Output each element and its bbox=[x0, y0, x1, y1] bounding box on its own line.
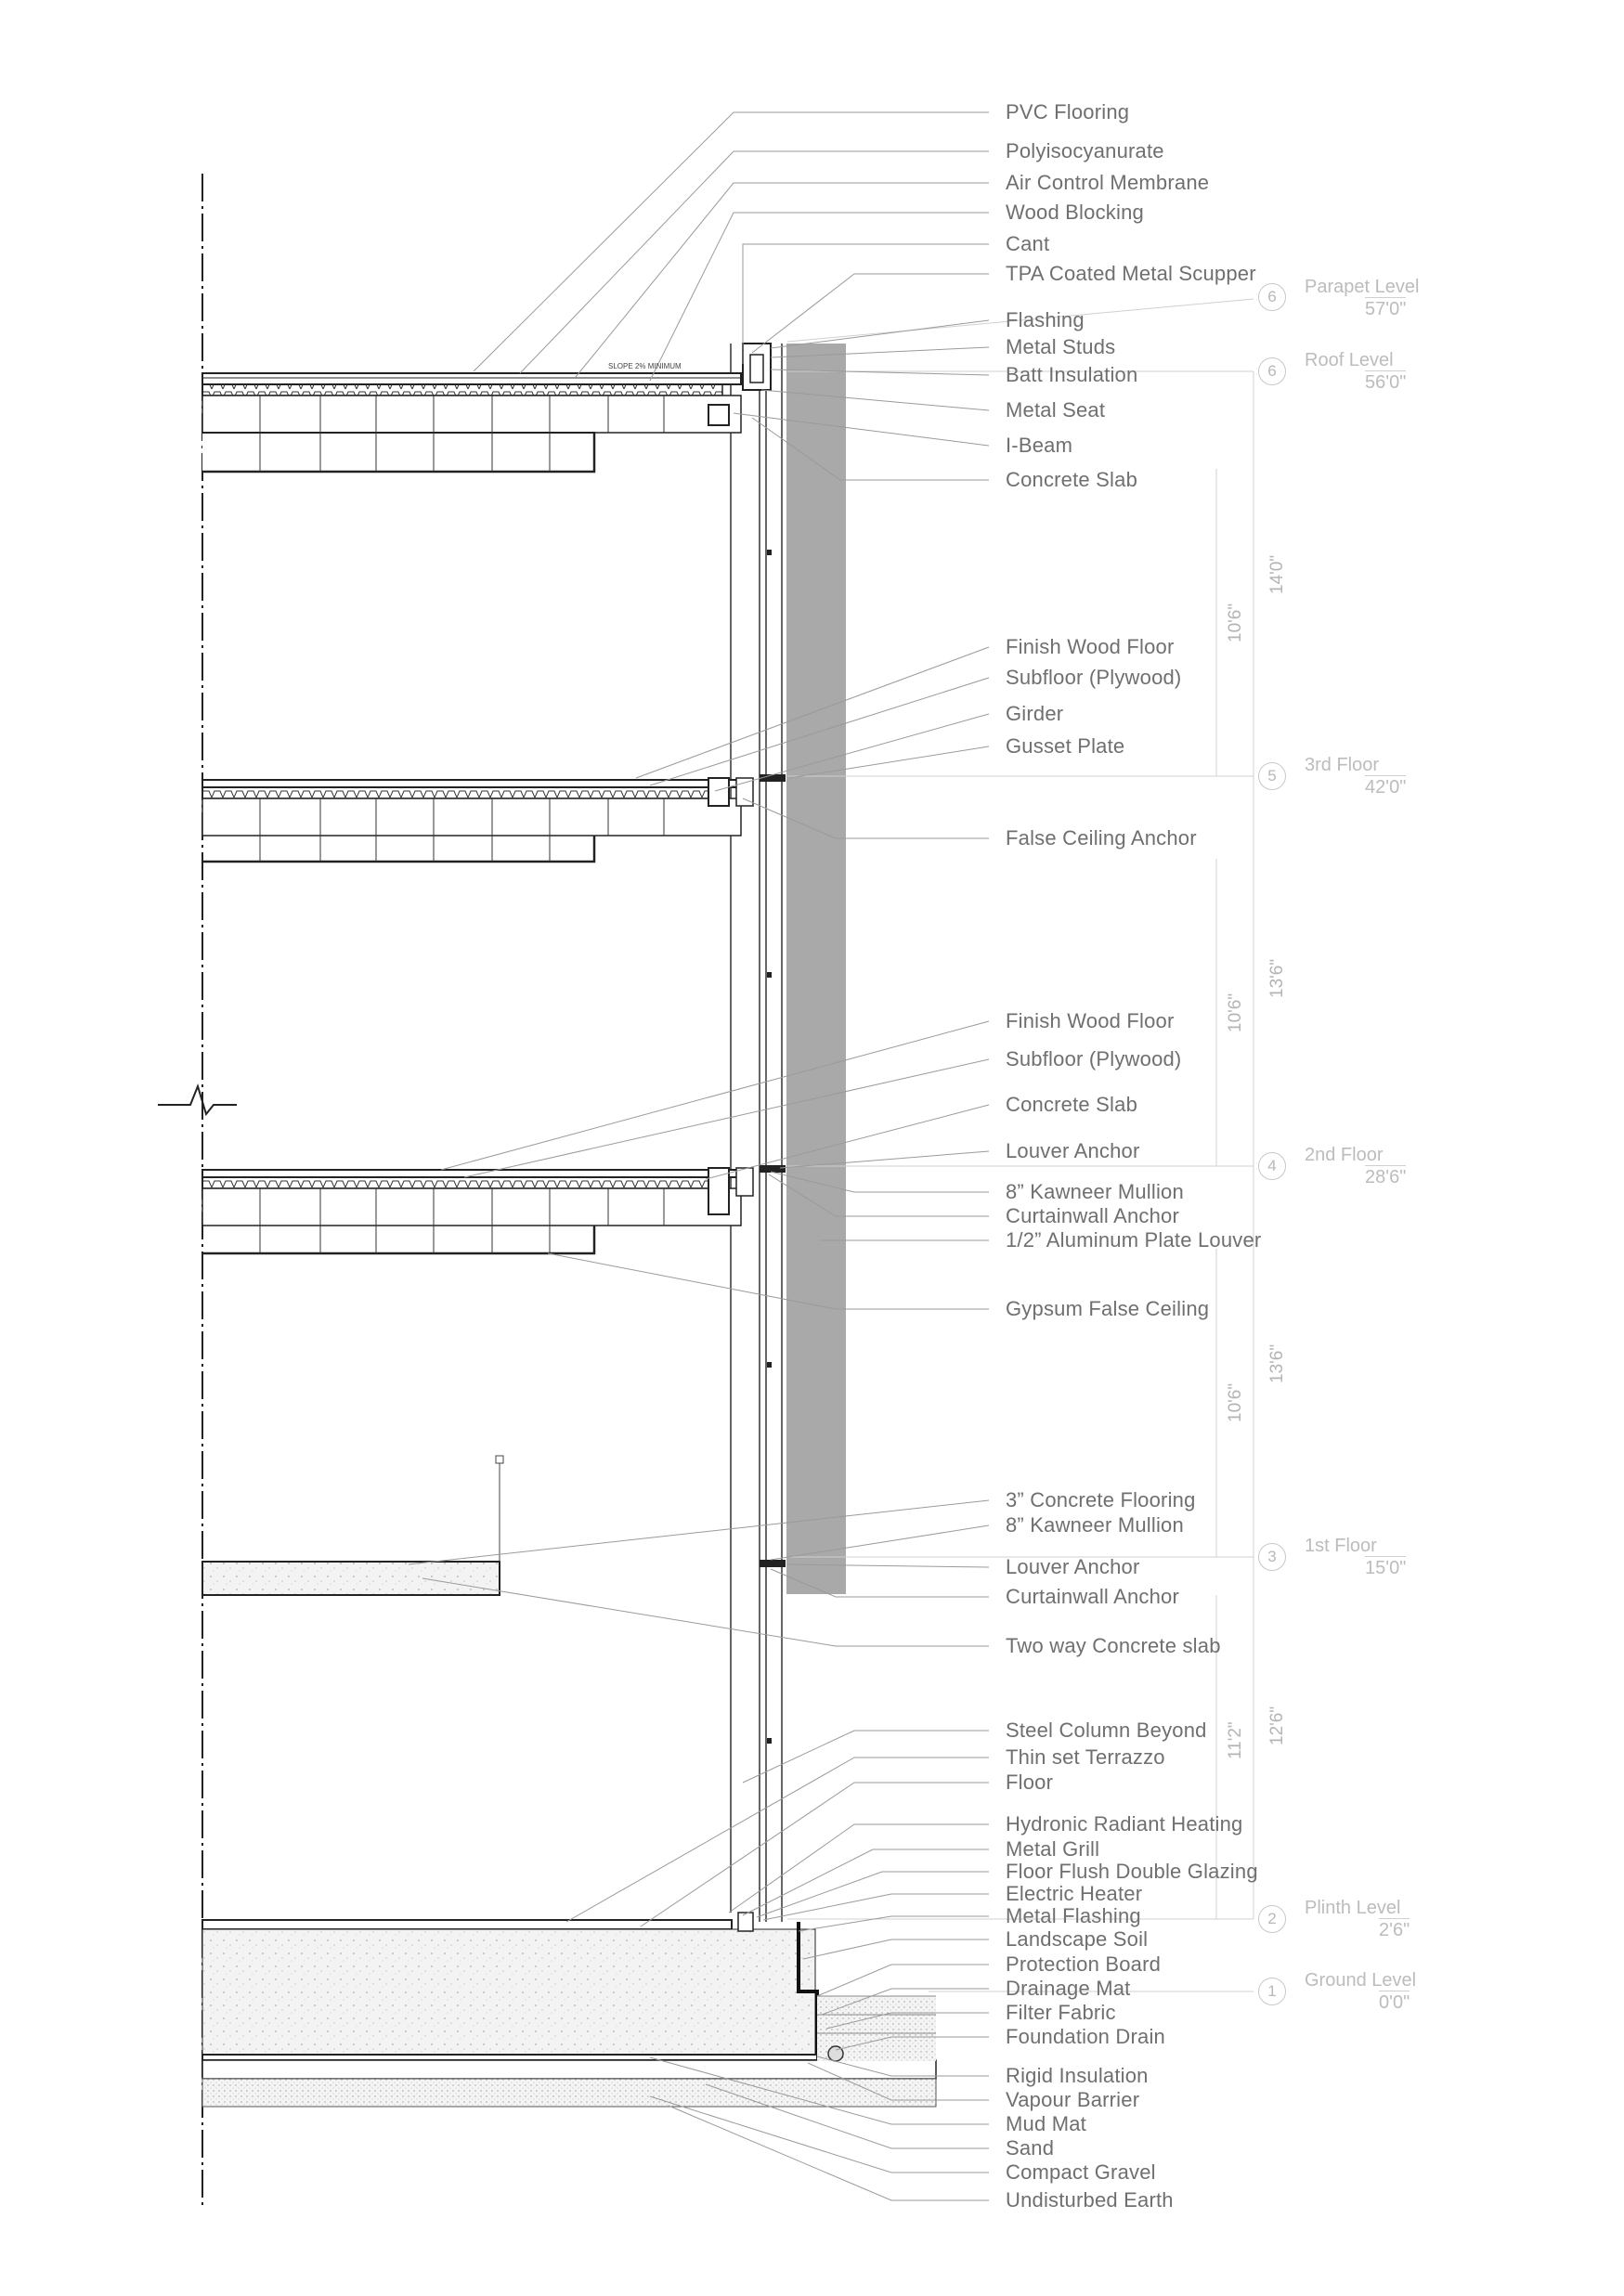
dim-clear-roof: 10'6" bbox=[1226, 603, 1245, 642]
callout-sand: Sand bbox=[1006, 2136, 1055, 2160]
level-elev-parapet: 57'0" bbox=[1365, 299, 1407, 319]
callout-rigid-insulation: Rigid Insulation bbox=[1006, 2064, 1149, 2087]
callout-subfloor-3: Subfloor (Plywood) bbox=[1006, 666, 1182, 689]
dim-clear-1st: 11'2" bbox=[1226, 1721, 1245, 1759]
callout-concrete-slab-2: Concrete Slab bbox=[1006, 1093, 1138, 1116]
callout-gypsum-false-ceiling: Gypsum False Ceiling bbox=[1006, 1297, 1210, 1320]
callout-girder: Girder bbox=[1006, 702, 1064, 725]
callout-radiant-heating: Hydronic Radiant Heating bbox=[1006, 1812, 1243, 1836]
level-name-parapet: Parapet Level bbox=[1305, 277, 1420, 297]
dim-overall-3rd: 13'6" bbox=[1267, 958, 1287, 998]
level-bubble-ground: 1 bbox=[1258, 1978, 1286, 2005]
level-bubble-plinth: 2 bbox=[1258, 1905, 1286, 1933]
callout-metal-seat: Metal Seat bbox=[1006, 398, 1106, 422]
callout-louver-anchor-1: Louver Anchor bbox=[1006, 1555, 1140, 1578]
callout-foundation-drain: Foundation Drain bbox=[1006, 2025, 1165, 2048]
dim-clear-2nd: 10'6" bbox=[1226, 1382, 1245, 1422]
callout-steel-column: Steel Column Beyond bbox=[1006, 1719, 1207, 1742]
callout-landscape-soil: Landscape Soil bbox=[1006, 1927, 1149, 1951]
callout-louver-anchor-2: Louver Anchor bbox=[1006, 1139, 1140, 1162]
callout-aluminum-louver: 1/2” Aluminum Plate Louver bbox=[1006, 1228, 1262, 1252]
callout-terrazzo: Thin set Terrazzo bbox=[1006, 1745, 1165, 1769]
level-name-roof: Roof Level bbox=[1305, 350, 1394, 370]
callout-polyisocyanurate: Polyisocyanurate bbox=[1006, 139, 1164, 162]
callout-filter-fabric: Filter Fabric bbox=[1006, 2001, 1116, 2024]
level-bubble-1st: 3 bbox=[1258, 1543, 1286, 1571]
callout-batt-insulation: Batt Insulation bbox=[1006, 363, 1138, 386]
dim-clear-3rd: 10'6" bbox=[1226, 992, 1245, 1032]
level-name-plinth: Plinth Level bbox=[1305, 1898, 1401, 1918]
level-elev-roof: 56'0" bbox=[1365, 372, 1407, 393]
callout-wood-blocking: Wood Blocking bbox=[1006, 201, 1144, 224]
roof-assembly bbox=[202, 344, 771, 472]
level-elev-ground: 0'0" bbox=[1379, 1992, 1410, 2013]
level-bubble-2nd: 4 bbox=[1258, 1152, 1286, 1180]
callout-curtainwall-anchor-1: Curtainwall Anchor bbox=[1006, 1585, 1180, 1608]
callout-protection-board: Protection Board bbox=[1006, 1952, 1162, 1976]
callout-mud-mat: Mud Mat bbox=[1006, 2112, 1086, 2135]
callout-compact-gravel: Compact Gravel bbox=[1006, 2160, 1156, 2184]
level-name-2nd: 2nd Floor bbox=[1305, 1145, 1384, 1165]
callout-false-ceiling-anchor: False Ceiling Anchor bbox=[1006, 826, 1197, 850]
callout-tpa-scupper: TPA Coated Metal Scupper bbox=[1006, 262, 1256, 285]
callout-two-way-slab: Two way Concrete slab bbox=[1006, 1634, 1221, 1657]
level-name-3rd: 3rd Floor bbox=[1305, 755, 1380, 775]
level-elev-2nd: 28'6" bbox=[1365, 1167, 1407, 1187]
callout-floor: Floor bbox=[1006, 1771, 1054, 1794]
dim-overall-roof: 14'0" bbox=[1267, 554, 1287, 594]
callout-air-control-membrane: Air Control Membrane bbox=[1006, 171, 1210, 194]
third-floor-assembly bbox=[202, 774, 786, 862]
dim-overall-2nd: 13'6" bbox=[1267, 1343, 1287, 1383]
callout-double-glazing: Floor Flush Double Glazing bbox=[1006, 1860, 1258, 1883]
callout-metal-flashing: Metal Flashing bbox=[1006, 1904, 1141, 1927]
level-bubble-parapet: 6 bbox=[1258, 283, 1286, 311]
callout-metal-grill: Metal Grill bbox=[1006, 1837, 1100, 1861]
level-name-1st: 1st Floor bbox=[1305, 1536, 1377, 1556]
callout-cant: Cant bbox=[1006, 232, 1050, 255]
level-bubble-3rd: 5 bbox=[1258, 762, 1286, 790]
callout-curtainwall-anchor-2: Curtainwall Anchor bbox=[1006, 1204, 1180, 1227]
level-elev-plinth: 2'6" bbox=[1379, 1920, 1410, 1940]
callout-concrete-flooring: 3” Concrete Flooring bbox=[1006, 1488, 1196, 1511]
callout-undisturbed-earth: Undisturbed Earth bbox=[1006, 2188, 1174, 2212]
dim-overall-1st: 12'6" bbox=[1267, 1706, 1287, 1745]
callout-kawneer-mullion-2: 8” Kawneer Mullion bbox=[1006, 1180, 1184, 1203]
callout-electric-heater: Electric Heater bbox=[1006, 1882, 1143, 1905]
callout-vapour-barrier: Vapour Barrier bbox=[1006, 2088, 1140, 2111]
level-name-ground: Ground Level bbox=[1305, 1970, 1417, 1991]
second-floor-assembly bbox=[202, 1165, 786, 1253]
callout-finish-wood-floor-2: Finish Wood Floor bbox=[1006, 1009, 1175, 1032]
callout-concrete-slab-roof: Concrete Slab bbox=[1006, 468, 1138, 491]
callout-metal-studs: Metal Studs bbox=[1006, 335, 1116, 358]
callout-kawneer-mullion-1: 8” Kawneer Mullion bbox=[1006, 1513, 1184, 1537]
callout-i-beam: I-Beam bbox=[1006, 434, 1073, 457]
break-symbol bbox=[158, 1086, 237, 1114]
aluminum-plate-louver bbox=[786, 344, 846, 1594]
callout-pvc-flooring: PVC Flooring bbox=[1006, 100, 1130, 123]
roof-slope-note: SLOPE 2% MINIMUM bbox=[608, 362, 682, 370]
level-elev-3rd: 42'0" bbox=[1365, 777, 1407, 798]
curtain-wall bbox=[731, 344, 782, 1922]
foundation-assembly bbox=[202, 1913, 936, 2107]
callout-drainage-mat: Drainage Mat bbox=[1006, 1977, 1131, 2000]
level-bubble-roof: 6 bbox=[1258, 357, 1286, 385]
level-elev-1st: 15'0" bbox=[1365, 1558, 1407, 1578]
callout-finish-wood-floor-3: Finish Wood Floor bbox=[1006, 635, 1175, 658]
callout-flashing: Flashing bbox=[1006, 308, 1085, 331]
callout-subfloor-2: Subfloor (Plywood) bbox=[1006, 1047, 1182, 1070]
callout-gusset-plate: Gusset Plate bbox=[1006, 734, 1125, 758]
first-floor-slab bbox=[202, 1456, 786, 1595]
